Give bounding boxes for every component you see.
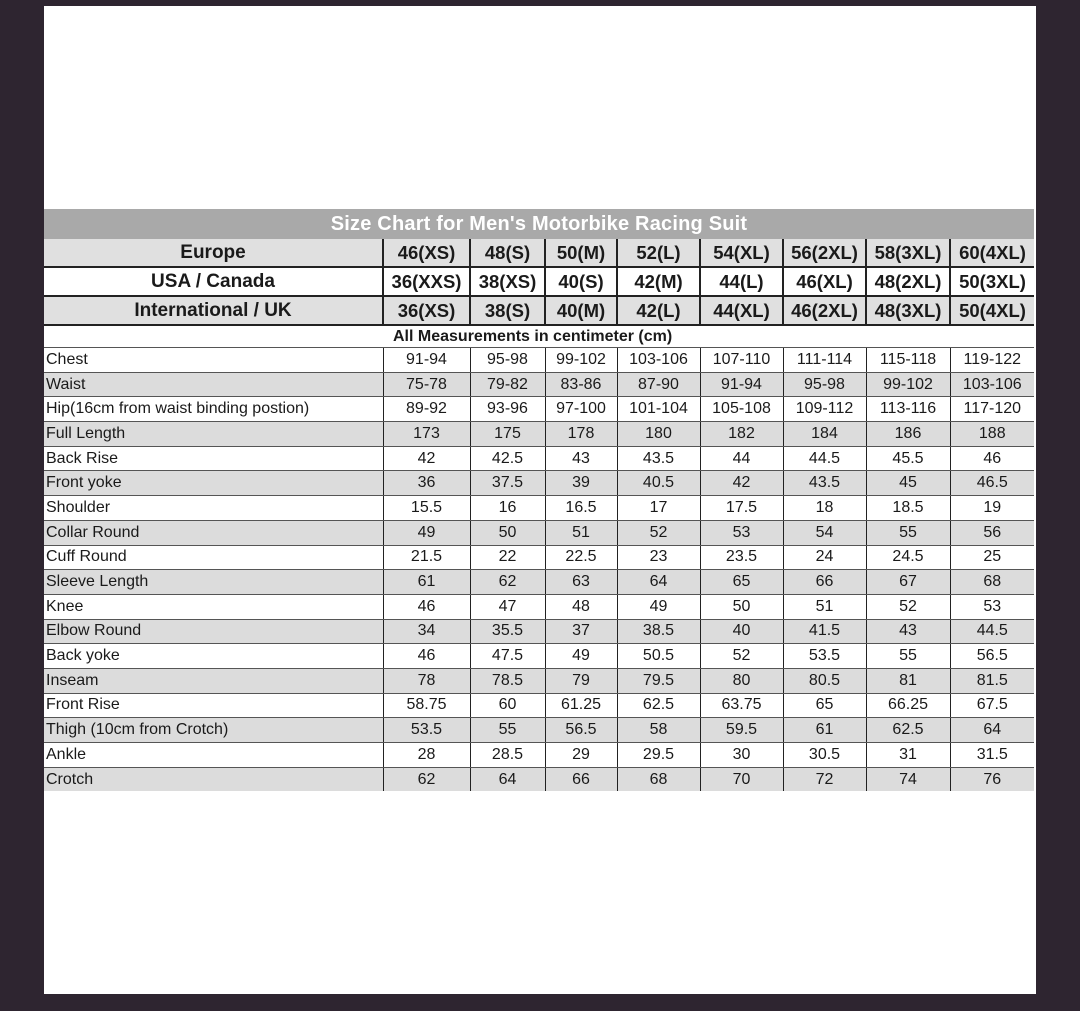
measurement-label: Waist (44, 372, 383, 397)
measurement-value: 68 (950, 570, 1034, 595)
region-label: USA / Canada (44, 267, 383, 296)
measurement-value: 56 (950, 520, 1034, 545)
size-cell: 38(S) (470, 296, 545, 325)
region-label: International / UK (44, 296, 383, 325)
measurement-value: 52 (617, 520, 700, 545)
measurement-value: 91-94 (700, 372, 783, 397)
measurement-value: 50.5 (617, 644, 700, 669)
measurement-value: 54 (783, 520, 866, 545)
measurement-value: 40 (700, 619, 783, 644)
measurement-value: 79 (545, 668, 617, 693)
measurement-value: 29.5 (617, 743, 700, 768)
size-cell: 42(L) (617, 296, 700, 325)
measurement-label: Front yoke (44, 471, 383, 496)
measurement-value: 46 (383, 594, 470, 619)
chart-title-row (44, 209, 1034, 239)
measurement-row (44, 743, 1034, 768)
measurement-row (44, 471, 1034, 496)
measurement-row (44, 446, 1034, 471)
measurement-value: 117-120 (950, 397, 1034, 422)
measurement-value: 43.5 (617, 446, 700, 471)
measurement-value: 93-96 (470, 397, 545, 422)
measurement-value: 37.5 (470, 471, 545, 496)
measurement-row (44, 372, 1034, 397)
measurement-value: 64 (470, 767, 545, 791)
measurement-value: 45 (866, 471, 950, 496)
measurement-value: 16.5 (545, 496, 617, 521)
measurement-value: 65 (700, 570, 783, 595)
size-cell: 54(XL) (700, 239, 783, 267)
measurement-value: 60 (470, 693, 545, 718)
size-chart-table (44, 209, 1034, 791)
measurement-value: 23 (617, 545, 700, 570)
measurement-value: 186 (866, 422, 950, 447)
measurement-value: 55 (470, 718, 545, 743)
measurement-value: 72 (783, 767, 866, 791)
measurement-value: 95-98 (783, 372, 866, 397)
measurement-value: 38.5 (617, 619, 700, 644)
measurement-value: 46 (383, 644, 470, 669)
measurement-value: 62 (383, 767, 470, 791)
measurement-value: 103-106 (617, 348, 700, 373)
measurement-value: 28.5 (470, 743, 545, 768)
size-cell: 46(XS) (383, 239, 470, 267)
measurement-row (44, 718, 1034, 743)
measurement-value: 66.25 (866, 693, 950, 718)
measurement-value: 70 (700, 767, 783, 791)
measurement-value: 52 (866, 594, 950, 619)
measurement-value: 83-86 (545, 372, 617, 397)
units-row (44, 325, 1034, 348)
measurement-value: 79-82 (470, 372, 545, 397)
measurement-value: 25 (950, 545, 1034, 570)
measurement-value: 23.5 (700, 545, 783, 570)
measurement-value: 37 (545, 619, 617, 644)
measurement-value: 68 (617, 767, 700, 791)
measurement-row (44, 520, 1034, 545)
measurement-row (44, 496, 1034, 521)
measurement-value: 62.5 (866, 718, 950, 743)
measurement-value: 53 (950, 594, 1034, 619)
measurement-value: 66 (783, 570, 866, 595)
measurement-value: 52 (700, 644, 783, 669)
measurement-label: Shoulder (44, 496, 383, 521)
size-chart-body (44, 209, 1034, 791)
measurement-value: 76 (950, 767, 1034, 791)
measurement-value: 45.5 (866, 446, 950, 471)
size-cell: 56(2XL) (783, 239, 866, 267)
measurement-value: 56.5 (950, 644, 1034, 669)
measurement-value: 42 (383, 446, 470, 471)
measurement-value: 17 (617, 496, 700, 521)
measurement-label: Crotch (44, 767, 383, 791)
measurement-value: 21.5 (383, 545, 470, 570)
measurement-value: 180 (617, 422, 700, 447)
measurement-value: 44.5 (783, 446, 866, 471)
size-cell: 50(3XL) (950, 267, 1034, 296)
measurement-value: 53 (700, 520, 783, 545)
measurement-row (44, 644, 1034, 669)
measurement-value: 75-78 (383, 372, 470, 397)
measurement-value: 80 (700, 668, 783, 693)
measurement-value: 47 (470, 594, 545, 619)
size-cell: 40(M) (545, 296, 617, 325)
size-cell: 52(L) (617, 239, 700, 267)
measurement-value: 43 (866, 619, 950, 644)
measurement-row (44, 693, 1034, 718)
measurement-value: 99-102 (866, 372, 950, 397)
measurement-value: 19 (950, 496, 1034, 521)
measurement-value: 79.5 (617, 668, 700, 693)
measurement-value: 24.5 (866, 545, 950, 570)
measurement-value: 16 (470, 496, 545, 521)
measurement-value: 50 (700, 594, 783, 619)
measurement-value: 119-122 (950, 348, 1034, 373)
measurement-row (44, 594, 1034, 619)
measurement-value: 105-108 (700, 397, 783, 422)
measurement-value: 40.5 (617, 471, 700, 496)
measurement-value: 17.5 (700, 496, 783, 521)
size-cell: 42(M) (617, 267, 700, 296)
measurement-value: 58.75 (383, 693, 470, 718)
measurement-value: 178 (545, 422, 617, 447)
measurement-value: 109-112 (783, 397, 866, 422)
measurement-value: 74 (866, 767, 950, 791)
measurement-value: 89-92 (383, 397, 470, 422)
measurement-value: 48 (545, 594, 617, 619)
measurement-value: 43 (545, 446, 617, 471)
measurement-value: 66 (545, 767, 617, 791)
measurement-value: 87-90 (617, 372, 700, 397)
measurement-value: 31 (866, 743, 950, 768)
measurement-label: Ankle (44, 743, 383, 768)
measurement-value: 15.5 (383, 496, 470, 521)
measurement-label: Cuff Round (44, 545, 383, 570)
size-cell: 50(M) (545, 239, 617, 267)
measurement-value: 22.5 (545, 545, 617, 570)
measurement-value: 49 (617, 594, 700, 619)
measurement-value: 64 (950, 718, 1034, 743)
size-chart-image (44, 6, 1036, 994)
measurement-label: Chest (44, 348, 383, 373)
measurement-value: 44.5 (950, 619, 1034, 644)
measurement-label: Inseam (44, 668, 383, 693)
size-cell: 46(2XL) (783, 296, 866, 325)
measurement-value: 175 (470, 422, 545, 447)
measurement-value: 61 (383, 570, 470, 595)
measurement-value: 42.5 (470, 446, 545, 471)
measurement-value: 65 (783, 693, 866, 718)
measurement-value: 35.5 (470, 619, 545, 644)
measurement-value: 97-100 (545, 397, 617, 422)
size-cell: 58(3XL) (866, 239, 950, 267)
measurement-value: 173 (383, 422, 470, 447)
size-cell: 36(XS) (383, 296, 470, 325)
region-label: Europe (44, 239, 383, 267)
measurement-value: 31.5 (950, 743, 1034, 768)
measurement-value: 78 (383, 668, 470, 693)
measurement-value: 53.5 (783, 644, 866, 669)
measurement-value: 78.5 (470, 668, 545, 693)
measurement-label: Hip(16cm from waist binding postion) (44, 397, 383, 422)
units-note: All Measurements in centimeter (cm) (383, 325, 1034, 348)
measurement-label: Front Rise (44, 693, 383, 718)
measurement-value: 103-106 (950, 372, 1034, 397)
measurement-value: 188 (950, 422, 1034, 447)
measurement-value: 63.75 (700, 693, 783, 718)
measurement-value: 46.5 (950, 471, 1034, 496)
measurement-value: 18.5 (866, 496, 950, 521)
measurement-row (44, 422, 1034, 447)
measurement-value: 59.5 (700, 718, 783, 743)
measurement-value: 36 (383, 471, 470, 496)
size-row (44, 239, 1034, 267)
size-cell: 50(4XL) (950, 296, 1034, 325)
measurement-value: 58 (617, 718, 700, 743)
measurement-value: 56.5 (545, 718, 617, 743)
measurement-value: 184 (783, 422, 866, 447)
measurement-row (44, 397, 1034, 422)
chart-title: Size Chart for Men's Motorbike Racing Suit (44, 209, 1034, 239)
measurement-value: 46 (950, 446, 1034, 471)
measurement-value: 111-114 (783, 348, 866, 373)
size-cell: 46(XL) (783, 267, 866, 296)
measurement-row (44, 668, 1034, 693)
size-cell: 44(L) (700, 267, 783, 296)
measurement-row (44, 348, 1034, 373)
measurement-value: 30 (700, 743, 783, 768)
measurement-value: 43.5 (783, 471, 866, 496)
measurement-label: Knee (44, 594, 383, 619)
size-row (44, 267, 1034, 296)
measurement-value: 41.5 (783, 619, 866, 644)
measurement-value: 62.5 (617, 693, 700, 718)
measurement-value: 53.5 (383, 718, 470, 743)
measurement-value: 80.5 (783, 668, 866, 693)
measurement-value: 39 (545, 471, 617, 496)
size-cell: 40(S) (545, 267, 617, 296)
measurement-label: Thigh (10cm from Crotch) (44, 718, 383, 743)
measurement-label: Full Length (44, 422, 383, 447)
measurement-value: 51 (783, 594, 866, 619)
measurement-value: 101-104 (617, 397, 700, 422)
measurement-value: 67.5 (950, 693, 1034, 718)
measurement-value: 107-110 (700, 348, 783, 373)
measurement-value: 67 (866, 570, 950, 595)
size-cell: 38(XS) (470, 267, 545, 296)
measurement-value: 50 (470, 520, 545, 545)
measurement-row (44, 570, 1034, 595)
measurement-value: 28 (383, 743, 470, 768)
measurement-value: 61 (783, 718, 866, 743)
measurement-label: Elbow Round (44, 619, 383, 644)
measurement-value: 49 (545, 644, 617, 669)
measurement-value: 182 (700, 422, 783, 447)
size-cell: 48(3XL) (866, 296, 950, 325)
units-blank-cell (44, 325, 383, 348)
size-cell: 60(4XL) (950, 239, 1034, 267)
measurement-value: 63 (545, 570, 617, 595)
measurement-value: 115-118 (866, 348, 950, 373)
size-cell: 48(S) (470, 239, 545, 267)
measurement-value: 61.25 (545, 693, 617, 718)
measurement-value: 18 (783, 496, 866, 521)
measurement-value: 95-98 (470, 348, 545, 373)
measurement-value: 30.5 (783, 743, 866, 768)
measurement-row (44, 619, 1034, 644)
measurement-value: 113-116 (866, 397, 950, 422)
measurement-label: Back Rise (44, 446, 383, 471)
measurement-value: 55 (866, 644, 950, 669)
measurement-row (44, 545, 1034, 570)
measurement-value: 64 (617, 570, 700, 595)
size-cell: 48(2XL) (866, 267, 950, 296)
measurement-label: Sleeve Length (44, 570, 383, 595)
measurement-value: 22 (470, 545, 545, 570)
measurement-value: 91-94 (383, 348, 470, 373)
measurement-value: 62 (470, 570, 545, 595)
measurement-value: 42 (700, 471, 783, 496)
measurement-value: 49 (383, 520, 470, 545)
measurement-value: 24 (783, 545, 866, 570)
size-row (44, 296, 1034, 325)
measurement-value: 99-102 (545, 348, 617, 373)
measurement-value: 29 (545, 743, 617, 768)
measurement-row (44, 767, 1034, 791)
measurement-value: 81.5 (950, 668, 1034, 693)
measurement-value: 34 (383, 619, 470, 644)
measurement-value: 47.5 (470, 644, 545, 669)
measurement-label: Collar Round (44, 520, 383, 545)
measurement-value: 55 (866, 520, 950, 545)
measurement-label: Back yoke (44, 644, 383, 669)
measurement-value: 81 (866, 668, 950, 693)
measurement-value: 51 (545, 520, 617, 545)
measurement-value: 44 (700, 446, 783, 471)
size-cell: 44(XL) (700, 296, 783, 325)
size-cell: 36(XXS) (383, 267, 470, 296)
